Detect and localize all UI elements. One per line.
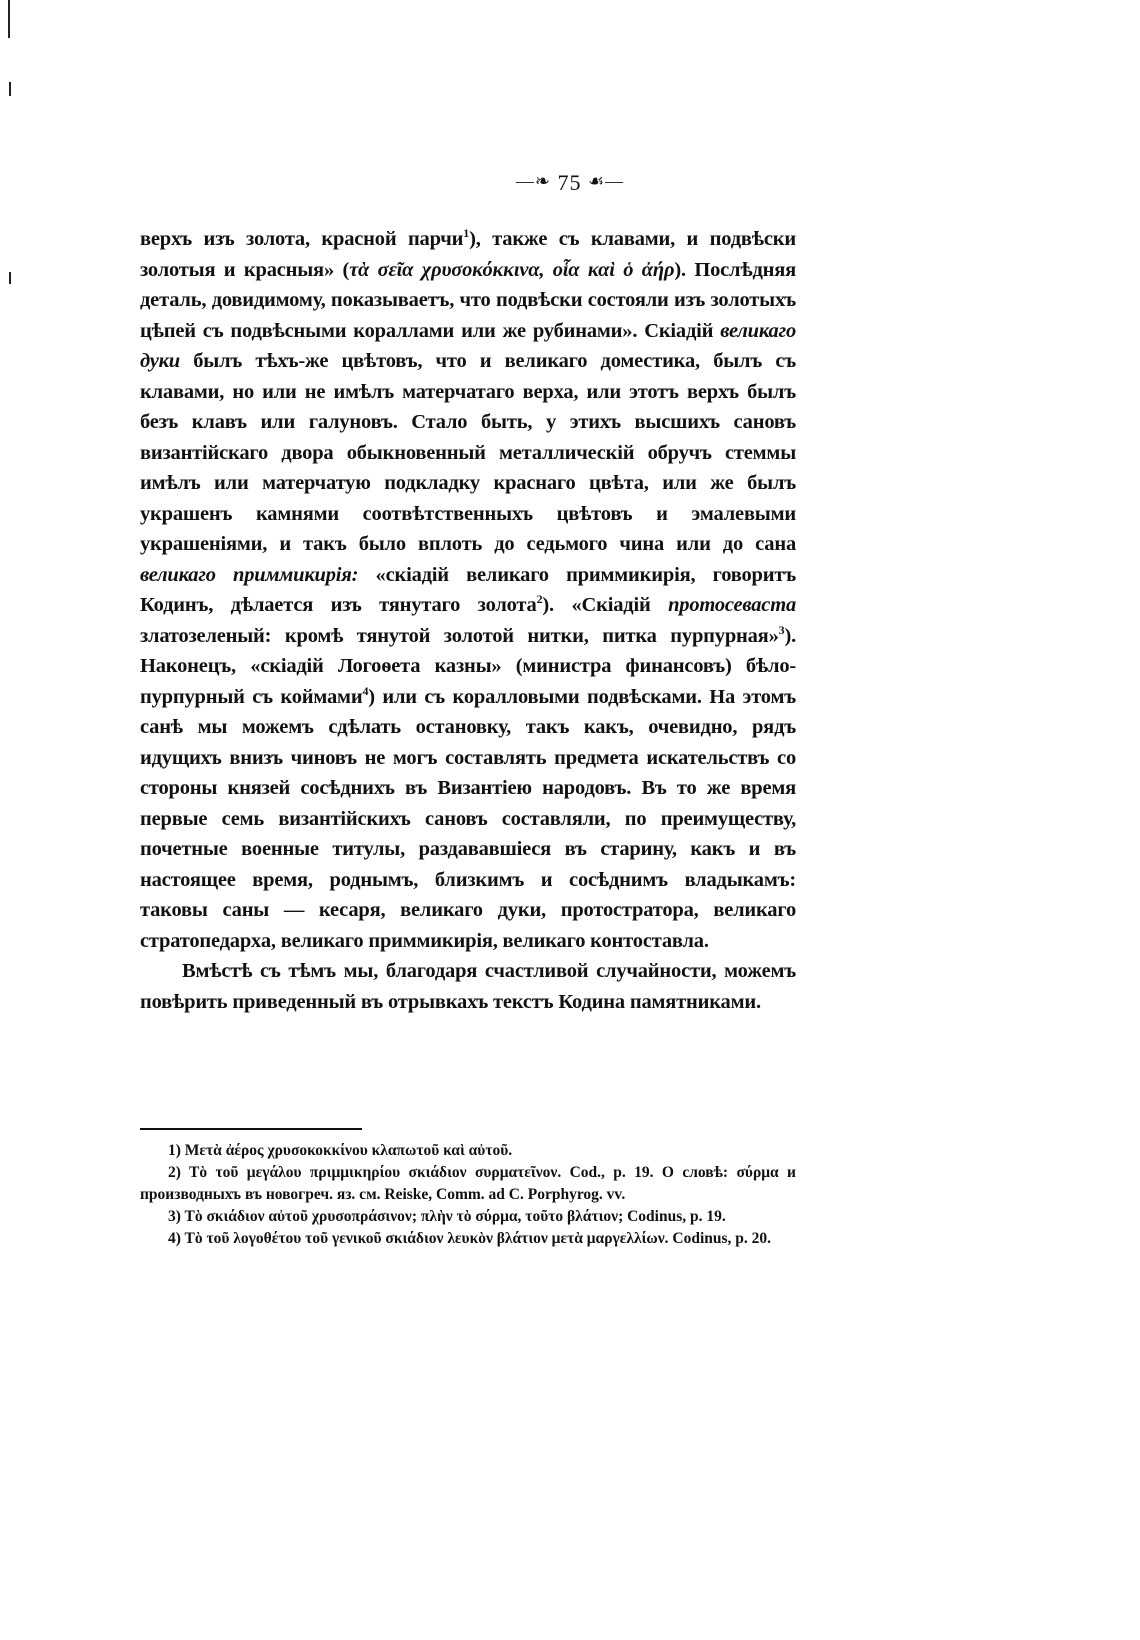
scan-edge-mark-top <box>8 0 10 38</box>
text-run: былъ тѣхъ-же цвѣтовъ, что и великаго доместика, былъ съ клавами, но или не имѣлъ матерчатаго верха, или этотъ верхъ былъ безъ клавъ или галуновъ. Стало быть, у этихъ высшихъ сановъ византійскаго двора обыкновенный металлическій обручъ стеммы имѣлъ или матерчатую подкладку краснаго цвѣта, или же былъ украшенъ камнями соотвѣтственныхъ цвѣтовъ и эмалевыми украшеніями, и такъ было вплоть до седьмого чина или до сана <box>140 350 796 555</box>
italic-term: протосеваста <box>668 594 796 616</box>
page-number: 75 <box>557 170 582 195</box>
text-run: златозеленый: кромѣ тянутой золотой нитки, питка пурпурная» <box>140 624 779 647</box>
footnote-ref-2: 2 <box>536 592 543 607</box>
text-run: ), также съ клавами, и подвѣски золотыя и красныя» ( <box>140 228 796 281</box>
paragraph-1 <box>140 224 796 956</box>
page-number-header <box>0 170 1140 196</box>
italic-term: великаго приммикирія: <box>140 563 359 586</box>
footnote-divider <box>140 1128 362 1130</box>
footnotes <box>140 1140 796 1250</box>
scan-edge-mark-small-2 <box>9 272 11 284</box>
paragraph-2: Вмѣстѣ съ тѣмъ мы, благодаря счастливой случайности, можемъ повѣрить приведенный въ отрывкахъ текстъ Кодина памятниками. <box>140 960 796 1013</box>
footnote-ref-1: 1 <box>463 226 470 241</box>
scan-edge-mark-small <box>9 82 11 96</box>
footnote-ref-4: 4 <box>362 683 369 698</box>
text-run: ). Наконецъ, «скіадій Логоѳета казны» (министра финансовъ) бѣло-пурпурный съ коймами <box>140 624 796 708</box>
text-run: ) или съ коралловыми подвѣсками. На этомъ санѣ мы можемъ сдѣлать остановку, такъ какъ, очевидно, рядъ идущихъ внизъ чиновъ не могъ составлять предмета искательствъ со стороны князей сосѣднихъ въ Византіею народовъ. Въ то же время первые семь византійскихъ сановъ составляли, по преимуществу, почетные военные титулы, раздававшіеся въ старину, какъ и въ настоящее время, роднымъ, близкимъ и сосѣднимъ владыкамъ: таковы саны — кесаря, великаго дуки, протостратора, великаго стратопедарха, великаго приммикирія, великаго контоставла. <box>140 685 796 952</box>
footnote-ref-3: 3 <box>778 622 785 637</box>
text-run: «скіадій великаго приммикирія, говоритъ Кодинъ, дѣлается изъ тянутаго золота <box>140 563 796 616</box>
header-ornament-left: —❧ <box>515 171 551 191</box>
footnote-4: 4) Τὸ τοῦ λογοθέτου τοῦ γενικοῦ σκιάδιον λευκὸν βλάτιον μετὰ μαργελλίων. Codinus, p. 20. <box>168 1230 772 1247</box>
text-run: верхъ изъ золота, красной парчи <box>140 228 464 250</box>
text-run: ). Послѣдняя деталь, довидимому, показываетъ, что подвѣски состояли изъ золотыхъ цѣпей съ подвѣсными кораллами или же рубинами». Скіадій <box>140 258 797 342</box>
footnote-3: 3) Τὸ σκιάδιον αὐτοῦ χρυσοπράσινον; πλὴν τὸ σύρμα, τοῦτο βλάτιον; Codinus, p. 19. <box>168 1208 726 1225</box>
footnote-2: 2) Τὸ τοῦ μεγάλου πριμμικηρίου σκιάδιον συρματεῖνον. Cod., p. 19. О словѣ: σύρμα и производныхъ въ новогреч. яз. см. Reiske, Comm. ad C. Porphyrog. vv. <box>140 1164 796 1203</box>
italic-term: великаго дуки <box>140 319 796 372</box>
greek-quote: τὰ σεῖα χρυσοκόκκινα, οἷα καὶ ὁ ἀήρ <box>349 258 675 281</box>
main-text <box>140 224 796 1017</box>
footnote-1: 1) Μετὰ ἀέρος χρυσοκοκκίνου κλαπωτοῦ καὶ αὐτοῦ. <box>168 1142 513 1159</box>
text-run: ). «Скіадій <box>542 594 669 616</box>
header-ornament-right: ☙— <box>587 171 625 191</box>
